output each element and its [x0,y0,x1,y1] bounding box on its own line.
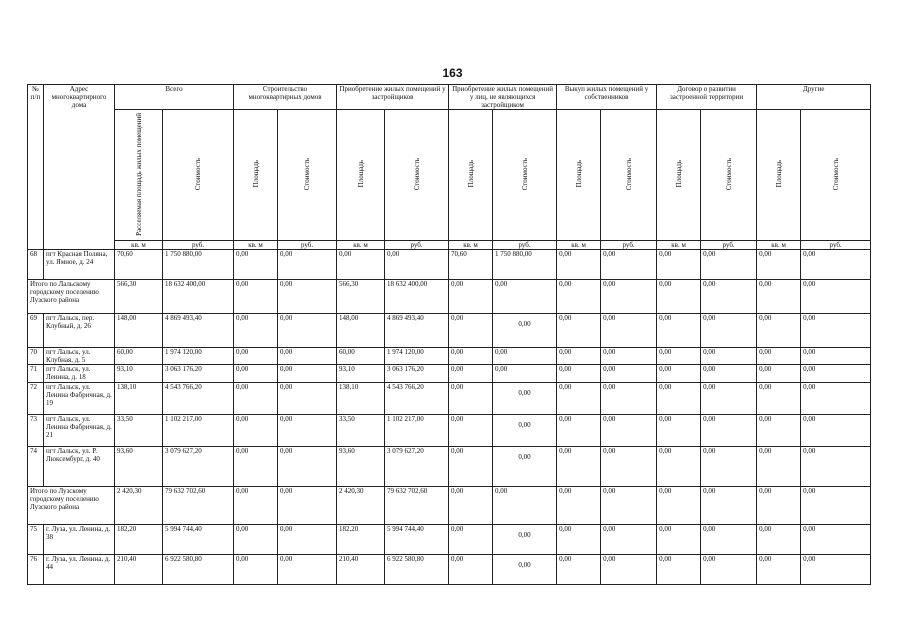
cell-value: 148,00 [115,314,163,348]
cell-value: 0,00 [657,250,701,280]
cell-value [493,383,557,415]
sub-header [657,110,701,241]
cell-value: 93,60 [337,447,385,487]
cell-value: 0,00 [449,415,493,447]
cell-value: 6 922 580,80 [163,555,234,585]
group-header: Другие [757,85,871,110]
cell-value: 0,00 [449,314,493,348]
cell-value: 0,00 [801,365,871,383]
group-header: Выкуп жилых помещений у собственников [557,85,657,110]
sub-header [278,110,337,241]
cell-value: 0,00 [557,487,601,525]
unit-label: руб. [701,241,757,250]
cell-value: 0,00 [657,280,701,314]
cell-value: 1 974 120,00 [385,348,449,365]
cell-value: 0,00 [757,447,801,487]
cell-value-text: 0,00 [518,453,531,461]
cell-value: 0,00 [557,383,601,415]
subtotal-row [28,487,871,525]
cell-value: 0,00 [557,415,601,447]
row-number: 69 [28,314,44,348]
cell-value: 33,50 [115,415,163,447]
cell-value: 0,00 [557,555,601,585]
cell-value: 0,00 [757,383,801,415]
header-unit-row [28,241,871,250]
table-row [28,383,871,415]
row-address: г. Луза, ул. Ленина, д. 38 [44,525,115,555]
cell-value: 0,00 [557,280,601,314]
sub-header-label: Стоимость [724,157,733,191]
cell-value: 0,00 [385,250,449,280]
cell-value: 5 994 744,40 [385,525,449,555]
cell-value: 0,00 [701,314,757,348]
cell-value: 138,10 [115,383,163,415]
cell-value: 182,20 [337,525,385,555]
cell-value: 0,00 [657,487,701,525]
cell-value: 0,00 [801,525,871,555]
cell-value: 0,00 [757,487,801,525]
sub-header-label: Площадь [774,160,783,188]
cell-value: 0,00 [601,525,657,555]
cell-value: 0,00 [449,365,493,383]
cell-value: 0,00 [701,447,757,487]
cell-value: 0,00 [278,365,337,383]
unit-label: руб. [493,241,557,250]
sub-header-label: Площадь [674,160,683,188]
cell-value: 0,00 [234,555,278,585]
sub-header-label: Стоимость [303,157,312,191]
sub-header-label: Площадь [574,160,583,188]
sub-header-label: Стоимость [520,157,529,191]
cell-value: 0,00 [278,555,337,585]
sub-header [385,110,449,241]
cell-value: 0,00 [801,348,871,365]
cell-value: 2 420,30 [337,487,385,525]
cell-value-text: 0,00 [518,531,531,539]
cell-value: 2 420,30 [115,487,163,525]
cell-value: 0,00 [801,280,871,314]
table-row [28,555,871,585]
cell-value [493,415,557,447]
cell-value: 0,00 [757,348,801,365]
unit-label: кв. м [557,241,601,250]
sub-header-label: Стоимость [412,157,421,191]
cell-value: 79 632 702,60 [163,487,234,525]
cell-value: 0,00 [557,525,601,555]
cell-value [493,447,557,487]
cell-value: 3 063 176,20 [163,365,234,383]
cell-value: 4 543 766,20 [163,383,234,415]
sub-header [115,110,163,241]
col-num-header: № п/п [28,85,44,250]
group-header: Договор о развитии застроенной территории [657,85,757,110]
unit-label: руб. [278,241,337,250]
subtotal-label: Итого по Лузскому городскому поселению Лузского района [28,487,115,525]
cell-value: 182,20 [115,525,163,555]
cell-value: 0,00 [701,280,757,314]
table-row [28,250,871,280]
sub-header [601,110,657,241]
cell-value: 0,00 [601,415,657,447]
row-number: 70 [28,348,44,365]
cell-value: 0,00 [449,487,493,525]
unit-label: руб. [601,241,657,250]
cell-value: 0,00 [234,525,278,555]
group-header: Всего [115,85,234,110]
sub-header [757,110,801,241]
cell-value-text: 0,00 [518,389,531,397]
cell-value: 0,00 [601,314,657,348]
sub-header [801,110,871,241]
cell-value: 0,00 [657,447,701,487]
row-address: г. Луза, ул. Ленина, д. 44 [44,555,115,585]
cell-value: 33,50 [337,415,385,447]
cell-value: 0,00 [278,250,337,280]
table-row [28,525,871,555]
row-address: пгт Лальск, ул. Р. Люксембург, д. 40 [44,447,115,487]
table-row [28,447,871,487]
cell-value: 0,00 [234,348,278,365]
cell-value: 79 632 702,60 [385,487,449,525]
cell-value: 0,00 [278,487,337,525]
cell-value: 566,30 [115,280,163,314]
cell-value [493,555,557,585]
cell-value: 0,00 [278,280,337,314]
cell-value: 4 869 493,40 [163,314,234,348]
cell-value: 0,00 [657,415,701,447]
cell-value: 0,00 [601,365,657,383]
cell-value: 0,00 [557,314,601,348]
cell-value: 0,00 [234,365,278,383]
cell-value: 0,00 [657,525,701,555]
cell-value: 70,60 [449,250,493,280]
sub-header-label: Стоимость [831,157,840,191]
cell-value: 0,00 [801,314,871,348]
cell-value: 0,00 [234,487,278,525]
cell-value: 0,00 [449,348,493,365]
cell-value: 0,00 [601,447,657,487]
cell-value: 0,00 [557,447,601,487]
cell-value: 0,00 [601,555,657,585]
col-address-header: Адрес многоквартирного дома [44,85,115,250]
cell-value: 0,00 [234,314,278,348]
cell-value: 0,00 [757,365,801,383]
cell-value: 0,00 [657,348,701,365]
cell-value: 0,00 [449,447,493,487]
sub-header [163,110,234,241]
cell-value: 0,00 [757,555,801,585]
sub-header [234,110,278,241]
cell-value: 0,00 [234,280,278,314]
cell-value: 0,00 [278,383,337,415]
cell-value: 0,00 [449,280,493,314]
group-header: Приобретение жилых помещений у лиц, не являющихся застройщиком [449,85,557,110]
cell-value: 0,00 [701,250,757,280]
cell-value: 0,00 [557,365,601,383]
row-address: пгт Лальск, ул. Ленина, д. 18 [44,365,115,383]
cell-value: 0,00 [701,555,757,585]
row-address: пгт Лальск, пер. Клубный, д. 26 [44,314,115,348]
cell-value: 0,00 [278,348,337,365]
cell-value: 93,10 [337,365,385,383]
cell-value: 0,00 [449,525,493,555]
subtotal-label: Итого по Лальскому городскому поселению Лузского района [28,280,115,314]
cell-value: 0,00 [801,447,871,487]
table-row [28,314,871,348]
cell-value: 0,00 [801,555,871,585]
cell-value: 0,00 [234,447,278,487]
row-number: 68 [28,250,44,280]
unit-label: руб. [163,241,234,250]
page-number: 163 [442,66,463,80]
cell-value: 148,00 [337,314,385,348]
unit-label: кв. м [657,241,701,250]
cell-value: 0,00 [493,487,557,525]
row-address: пгт Лальск, ул. Ленина Фабричная, д. 19 [44,383,115,415]
cell-value: 93,10 [115,365,163,383]
cell-value: 4 869 493,40 [385,314,449,348]
cell-value: 0,00 [757,280,801,314]
row-number: 75 [28,525,44,555]
sub-header-label: Расселяемая площадь жилых помещений [134,112,143,236]
cell-value: 0,00 [757,525,801,555]
cell-value-text: 0,00 [518,421,531,429]
cell-value: 1 974 120,00 [163,348,234,365]
cell-value: 0,00 [557,348,601,365]
unit-label: кв. м [115,241,163,250]
table-body [28,250,871,585]
cell-value: 3 079 627,20 [385,447,449,487]
cell-value: 6 922 580,80 [385,555,449,585]
cell-value: 0,00 [757,314,801,348]
row-number: 71 [28,365,44,383]
sub-header-label: Площадь [466,160,475,188]
cell-value: 0,00 [701,365,757,383]
cell-value: 0,00 [557,250,601,280]
cell-value: 0,00 [278,525,337,555]
row-address: пгт Лальск, ул. Клубная, д. 5 [44,348,115,365]
table-row [28,365,871,383]
cell-value: 0,00 [657,383,701,415]
row-address: пгт Лальск, ул. Ленина Фабричная, д. 21 [44,415,115,447]
header-sub-row [28,110,871,241]
cell-value: 0,00 [757,250,801,280]
subtotal-row [28,280,871,314]
sub-header [493,110,557,241]
cell-value: 0,00 [337,250,385,280]
cell-value: 566,30 [337,280,385,314]
cell-value: 0,00 [801,383,871,415]
cell-value: 0,00 [657,314,701,348]
cell-value: 0,00 [493,348,557,365]
cell-value: 0,00 [701,525,757,555]
unit-label: кв. м [757,241,801,250]
cell-value: 0,00 [757,415,801,447]
unit-label: руб. [801,241,871,250]
row-number: 76 [28,555,44,585]
cell-value: 0,00 [234,250,278,280]
cell-value: 5 994 744,40 [163,525,234,555]
row-number: 73 [28,415,44,447]
cell-value-text: 0,00 [518,561,531,569]
cell-value: 0,00 [278,447,337,487]
cell-value: 3 079 627,20 [163,447,234,487]
cell-value: 0,00 [601,348,657,365]
cell-value: 0,00 [493,280,557,314]
sub-header [337,110,385,241]
cell-value: 138,10 [337,383,385,415]
cell-value: 0,00 [801,415,871,447]
cell-value: 0,00 [601,383,657,415]
cell-value: 0,00 [234,415,278,447]
cell-value: 0,00 [234,383,278,415]
row-number: 74 [28,447,44,487]
cell-value: 0,00 [601,487,657,525]
group-header: Строительство многоквартирных домов [234,85,337,110]
cell-value: 1 750 880,00 [493,250,557,280]
cell-value [493,525,557,555]
row-number: 72 [28,383,44,415]
sub-header-label: Стоимость [624,157,633,191]
cell-value: 60,00 [337,348,385,365]
cell-value: 0,00 [801,487,871,525]
header-group-row [28,85,871,110]
sub-header-label: Площадь [251,160,260,188]
cell-value: 93,60 [115,447,163,487]
cell-value: 0,00 [701,415,757,447]
cell-value: 0,00 [278,314,337,348]
cell-value: 0,00 [278,415,337,447]
cell-value: 0,00 [449,383,493,415]
cell-value: 0,00 [801,250,871,280]
cell-value: 1 102 217,00 [385,415,449,447]
cell-value: 0,00 [657,365,701,383]
table-row [28,348,871,365]
cell-value: 4 543 766,20 [385,383,449,415]
cell-value: 1 750 880,00 [163,250,234,280]
cell-value: 18 632 400,00 [163,280,234,314]
cell-value: 0,00 [493,365,557,383]
cell-value: 0,00 [601,250,657,280]
sub-header [557,110,601,241]
sub-header [449,110,493,241]
unit-label: руб. [385,241,449,250]
cell-value: 0,00 [701,348,757,365]
cell-value: 18 632 400,00 [385,280,449,314]
sub-header-label: Стоимость [194,157,202,191]
cell-value: 3 063 176,20 [385,365,449,383]
table-row [28,415,871,447]
cell-value: 0,00 [601,280,657,314]
group-header: Приобретение жилых помещений у застройщиков [337,85,449,110]
cell-value: 0,00 [701,383,757,415]
cell-value: 0,00 [449,555,493,585]
cell-value: 0,00 [657,555,701,585]
cell-value: 70,60 [115,250,163,280]
sub-header-label: Площадь [356,160,365,188]
sub-header [701,110,757,241]
unit-label: кв. м [449,241,493,250]
cell-value: 60,00 [115,348,163,365]
row-address: пгт Красная Поляна, ул. Ямное, д. 24 [44,250,115,280]
cell-value: 210,40 [115,555,163,585]
cell-value: 1 102 217,00 [163,415,234,447]
unit-label: кв. м [234,241,278,250]
unit-label: кв. м [337,241,385,250]
resettlement-table [27,84,871,585]
cell-value: 210,40 [337,555,385,585]
cell-value: 0,00 [701,487,757,525]
cell-value [493,314,557,348]
cell-value-text: 0,00 [518,320,531,328]
